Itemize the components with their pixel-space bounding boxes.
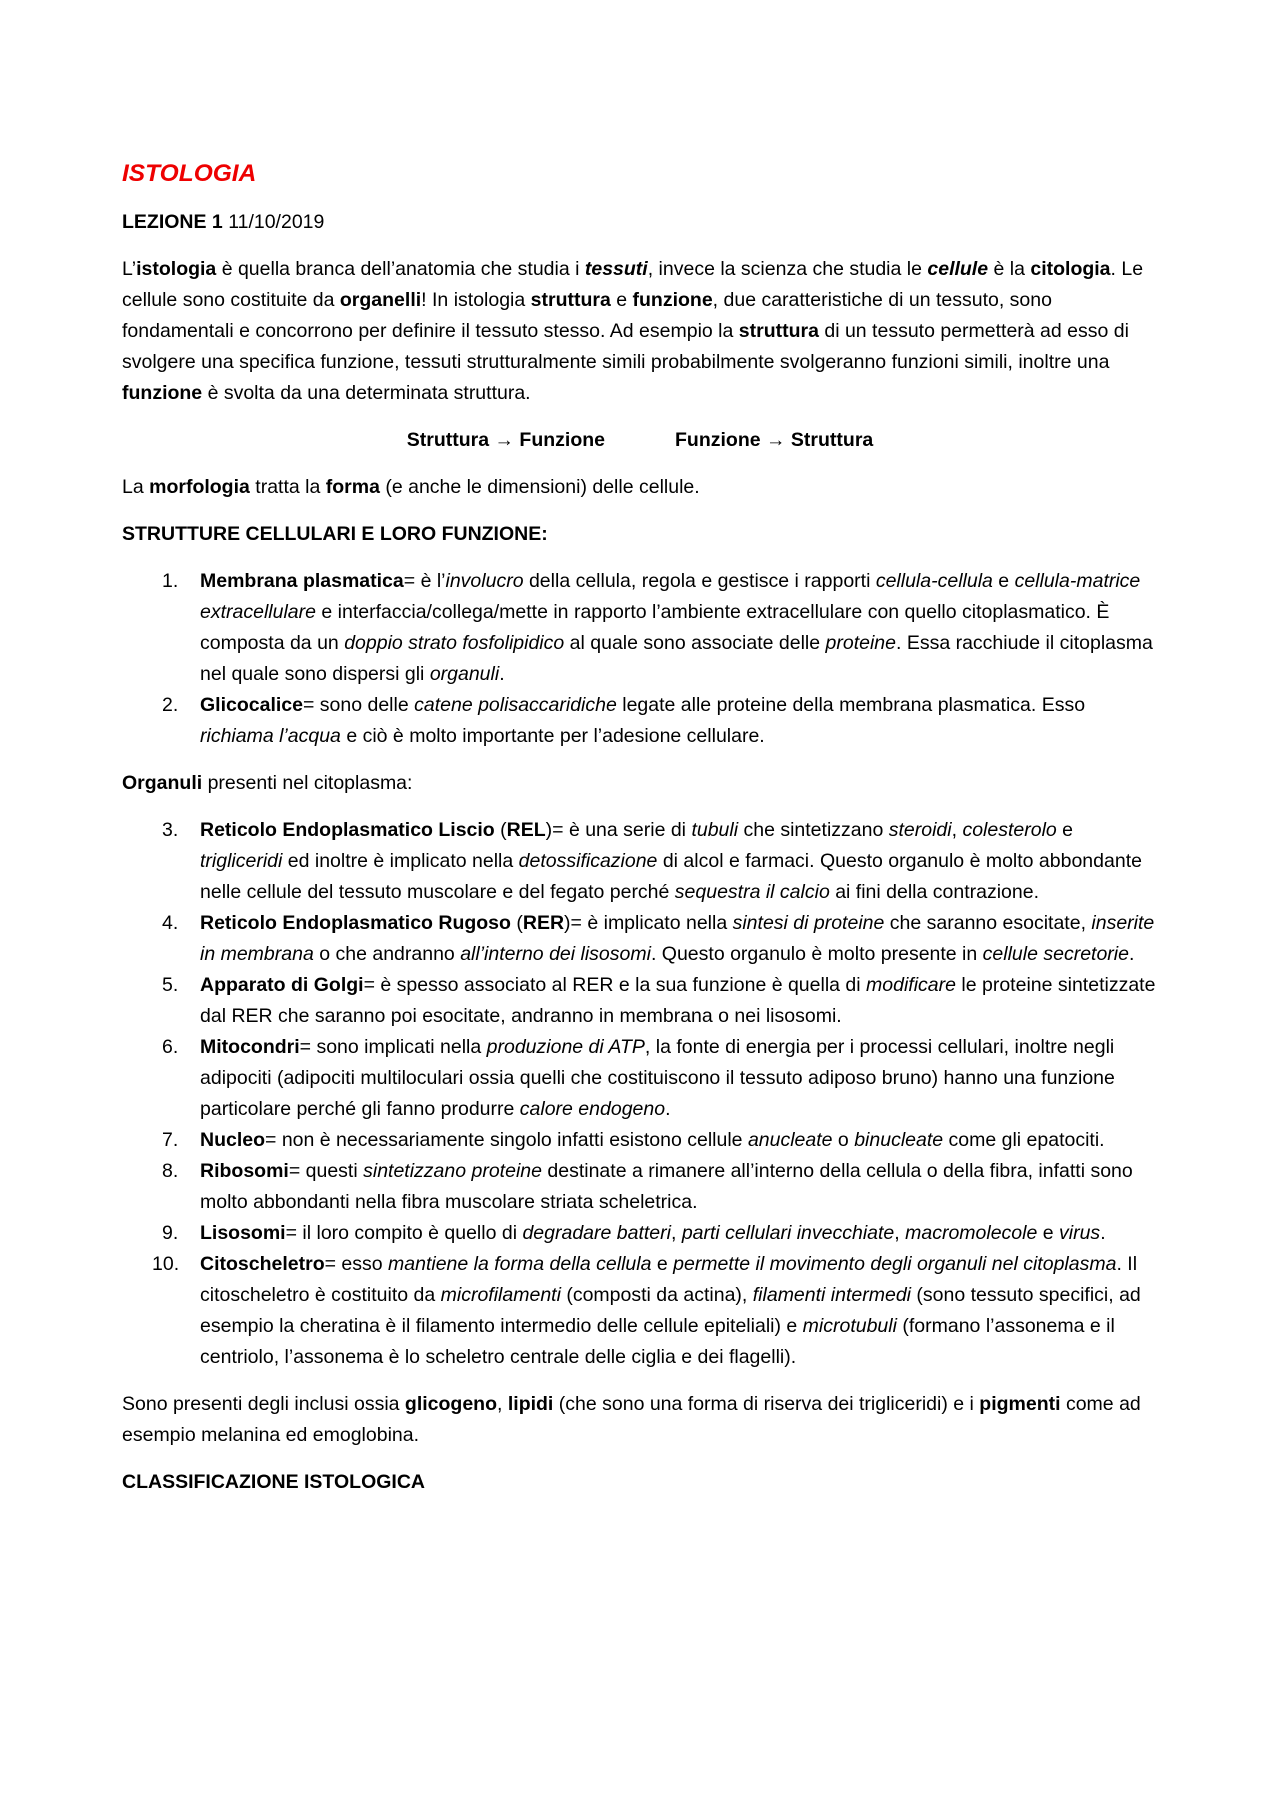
list-item: 5. Apparato di Golgi= è spesso associato al RER e la sua funzione è quella di modificare le proteine sintetizzate dal RER che saranno poi esocitate, andranno in membrana o nei lisosomi. bbox=[162, 974, 1156, 1027]
list-item: 10. Citoscheletro= esso mantiene la forma della cellula e permette il movimento degli organuli nel citoplasma. Il citoscheletro è costituito da microfilamenti (composti da actina), filamenti intermedi (sono tessuto specifici, ad esempio la cheratina è il filamento intermedio delle cellule epiteliali) e microtubuli (formano l’assonema e il centriolo, l’assonema è lo scheletro centrale delle ciglia e dei flagelli). bbox=[152, 1253, 1141, 1368]
lesson-date: 11/10/2019 bbox=[228, 211, 325, 233]
morphology-paragraph: La morfologia tratta la forma (e anche le dimensioni) delle cellule. bbox=[122, 476, 700, 498]
organelles-list bbox=[122, 815, 1158, 1373]
list-item: 9. Lisosomi= il loro compito è quello di degradare batteri, parti cellulari invecchiate, macromolecole e virus. bbox=[162, 1222, 1106, 1244]
section-heading-strutture: STRUTTURE CELLULARI E LORO FUNZIONE: bbox=[122, 523, 548, 545]
document-title: ISTOLOGIA bbox=[122, 160, 257, 187]
list-item: 8. Ribosomi= questi sintetizzano proteine destinate a rimanere all’interno della cellula o della fibra, infatti sono molto abbondanti nella fibra muscolare striata scheletrica. bbox=[162, 1160, 1133, 1213]
structure-function-relation: Struttura → Funzione Funzione → Struttura bbox=[406, 429, 874, 451]
intro-paragraph: L’istologia è quella branca dell’anatomia che studia i tessuti, invece la scienza che studia le cellule è la citologia. Le cellule sono costituite da organelli! In istologia struttura e funzione, due caratteristiche di un tessuto, sono fondamentali e concorrono per definire il tessuto stesso. Ad esempio la struttura di un tessuto permetterà ad esso di svolgere una specifica funzione, tessuti strutturalmente simili probabilmente svolgeranno funzioni simili, inoltre una funzione è svolta da una determinata struttura. bbox=[122, 258, 1144, 404]
list-item: 6. Mitocondri= sono implicati nella produzione di ATP, la fonte di energia per i processi cellulari, inoltre negli adipociti (adipociti multiloculari ossia quelli che costituiscono il tessuto adiposo bruno) hanno una funzione particolare perché gli fanno produrre calore endogeno. bbox=[162, 1036, 1115, 1120]
arrow-right-icon: → bbox=[494, 429, 514, 451]
lesson-label: LEZIONE 1 bbox=[122, 211, 223, 233]
lesson-header bbox=[122, 207, 1158, 238]
list-item: 3. Reticolo Endoplasmatico Liscio (REL)= è una serie di tubuli che sintetizzano steroidi, colesterolo e trigliceridi ed inoltre è implicato nella detossificazione di alcol e farmaci. Questo organulo è molto abbondante nelle cellule del tessuto muscolare e del fegato perché sequestra il calcio ai fini della contrazione. bbox=[162, 819, 1142, 903]
cell-structures-list bbox=[122, 566, 1158, 752]
organuli-intro: Organuli presenti nel citoplasma: bbox=[122, 772, 413, 794]
list-item: 7. Nucleo= non è necessariamente singolo infatti esistono cellule anucleate o binucleate come gli epatociti. bbox=[162, 1129, 1105, 1151]
inclusions-paragraph: Sono presenti degli inclusi ossia glicogeno, lipidi (che sono una forma di riserva dei trigliceridi) e i pigmenti come ad esempio melanina ed emoglobina. bbox=[122, 1393, 1141, 1446]
list-item: 4. Reticolo Endoplasmatico Rugoso (RER)= è implicato nella sintesi di proteine che saranno esocitate, inserite in membrana o che andranno all’interno dei lisosomi. Questo organulo è molto presente in cellule secretorie. bbox=[162, 912, 1155, 965]
arrow-right-icon: → bbox=[766, 429, 786, 451]
list-item: 2. Glicocalice= sono delle catene polisaccaridiche legate alle proteine della membrana plasmatica. Esso richiama l’acqua e ciò è molto importante per l’adesione cellulare. bbox=[162, 694, 1086, 747]
list-item: 1. Membrana plasmatica= è l’involucro della cellula, regola e gestisce i rapporti cellula-cellula e cellula-matrice extracellulare e interfaccia/collega/mette in rapporto l’ambiente extracellulare con quello citoplasmatico. È composta da un doppio strato fosfolipidico al quale sono associate delle proteine. Essa racchiude il citoplasma nel quale sono dispersi gli organuli. bbox=[162, 570, 1153, 685]
section-heading-classificazione: CLASSIFICAZIONE ISTOLOGICA bbox=[122, 1471, 425, 1493]
